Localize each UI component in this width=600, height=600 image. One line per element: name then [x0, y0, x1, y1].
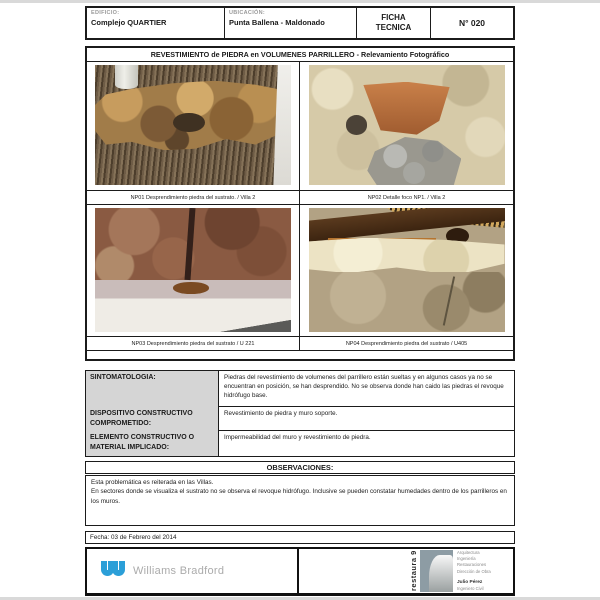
- grid-bottom-spacer: [87, 351, 513, 357]
- restaura-name: Julio Pérez: [457, 579, 483, 585]
- photo-np01: [95, 65, 291, 185]
- row-sintomatologia: [85, 370, 515, 408]
- footer: [85, 547, 515, 596]
- photo-np03: [95, 208, 291, 332]
- scan-edge-top: [0, 0, 600, 3]
- restaura-logo: [409, 550, 507, 592]
- restaura-line: Dirección de Obra: [457, 568, 491, 574]
- fecha-box: [85, 531, 515, 544]
- header-cell-numero: [431, 8, 513, 38]
- sintomatologia-value: Piedras del revestimiento de volumenes del parrillero están sueltas y en algunos casos ya no se encuentran en posición, se han desprendido. No se observa donde han caido las piedras el revoque hidrófugo base.: [224, 374, 504, 400]
- fecha-text: Fecha: 03 de Febrero del 2014: [90, 534, 177, 541]
- logo-u-shape: [112, 561, 125, 576]
- photo-survey-section: [85, 46, 515, 361]
- elemento-value: Impermeabilidad del muro y revestimiento de piedra.: [224, 434, 371, 442]
- observaciones-line2: En sectores donde se visualiza el sustrato no se observa el revoque hidrófugo. Inclusive se pueden constatar humedades dentro de los parrilleros en los muros.: [91, 488, 507, 505]
- photo-np02: [309, 65, 505, 185]
- restaura-line: Restauraciones: [457, 562, 487, 568]
- dark-hole-graphic: [346, 115, 368, 134]
- observaciones-line1: Esta problemática es reiterada en las Villas.: [91, 479, 214, 486]
- photo-cell-np01: [87, 62, 300, 190]
- footer-left-cell: [87, 549, 299, 593]
- williams-bradford-logo-icon: [101, 561, 125, 581]
- section-title: REVESTIMIENTO de PIEDRA en VOLUMENES PARRILLERO - Relevamiento Fotográfico: [87, 48, 513, 62]
- row-elemento: [85, 430, 515, 457]
- restaura-vertical-text: restaura 9: [409, 550, 418, 592]
- restaura-info-block: [457, 550, 507, 592]
- header-cell-edificio: [87, 8, 225, 38]
- ubicacion-value: Punta Ballena - Maldonado: [229, 18, 325, 27]
- white-wall-graphic: [273, 65, 291, 185]
- restaura-shield-shape: [429, 555, 453, 592]
- gray-rubble-graphic: [367, 137, 461, 185]
- dispositivo-value: Revestimiento de piedra y muro soporte.: [224, 410, 338, 418]
- photo-np04: [309, 208, 505, 332]
- dispositivo-label: DISPOSITIVO CONSTRUCTIVO COMPROMETIDO:: [86, 407, 219, 431]
- photo-cell-np02: [300, 62, 513, 190]
- elemento-label: ELEMENTO CONSTRUCTIVO O MATERIAL IMPLICADO:: [86, 431, 219, 456]
- edificio-value: Complejo QUARTIER: [91, 18, 167, 27]
- restaura-logo-icon: [420, 550, 453, 592]
- ubicacion-label: UBICACIÓN:: [229, 10, 265, 16]
- bare-substrate-graphic: [309, 272, 505, 332]
- restaura-line: Ingeniería: [457, 555, 476, 561]
- caption-text: NP04 Desprendimiento piedra del sustrato / U405: [345, 340, 468, 347]
- stone-gap-graphic: [173, 113, 204, 132]
- sintomatologia-label: SINTOMATOLOGIA:: [86, 371, 219, 407]
- caption-np01: [87, 190, 300, 205]
- row-dispositivo: [85, 406, 515, 432]
- caption-np04: [300, 336, 513, 351]
- caption-np03: [87, 336, 300, 351]
- edificio-label: EDIFICIO:: [91, 10, 120, 16]
- caption-text: NP02 Detalle foco NP1. / Villa 2: [367, 194, 446, 201]
- caption-text: NP03 Desprendimiento piedra del sustrato / U 221: [131, 340, 255, 347]
- info-table: [85, 370, 515, 456]
- photo-grid: [87, 62, 513, 357]
- header-table: [85, 6, 515, 40]
- observaciones-header: OBSERVACIONES:: [85, 461, 515, 474]
- header-cell-ficha-tecnica: [357, 8, 431, 38]
- restaura-title: Ingeniero Civil: [457, 586, 484, 592]
- caption-np02: [300, 190, 513, 205]
- observaciones-body: [85, 475, 515, 526]
- ficha-line2: TECNICA: [375, 23, 412, 32]
- rust-stain-graphic: [173, 282, 208, 293]
- williams-bradford-text: Williams Bradford: [133, 565, 225, 577]
- ficha-line1: FICHA: [381, 12, 406, 22]
- caption-text: NP01 Desprendimiento piedra del sustrato. / Villa 2: [130, 194, 256, 201]
- ficha-number: N° 020: [458, 18, 486, 28]
- restaura-line: Arquitectura: [457, 549, 480, 555]
- footer-right-cell: [299, 549, 513, 593]
- header-cell-ubicacion: [225, 8, 357, 38]
- white-cylinder-graphic: [115, 65, 139, 89]
- terracotta-fragment-graphic: [363, 82, 449, 135]
- photo-cell-np04: [300, 205, 513, 336]
- photo-cell-np03: [87, 205, 300, 336]
- ledge-shadow-graphic: [203, 317, 291, 332]
- cream-render-graphic: [309, 238, 505, 275]
